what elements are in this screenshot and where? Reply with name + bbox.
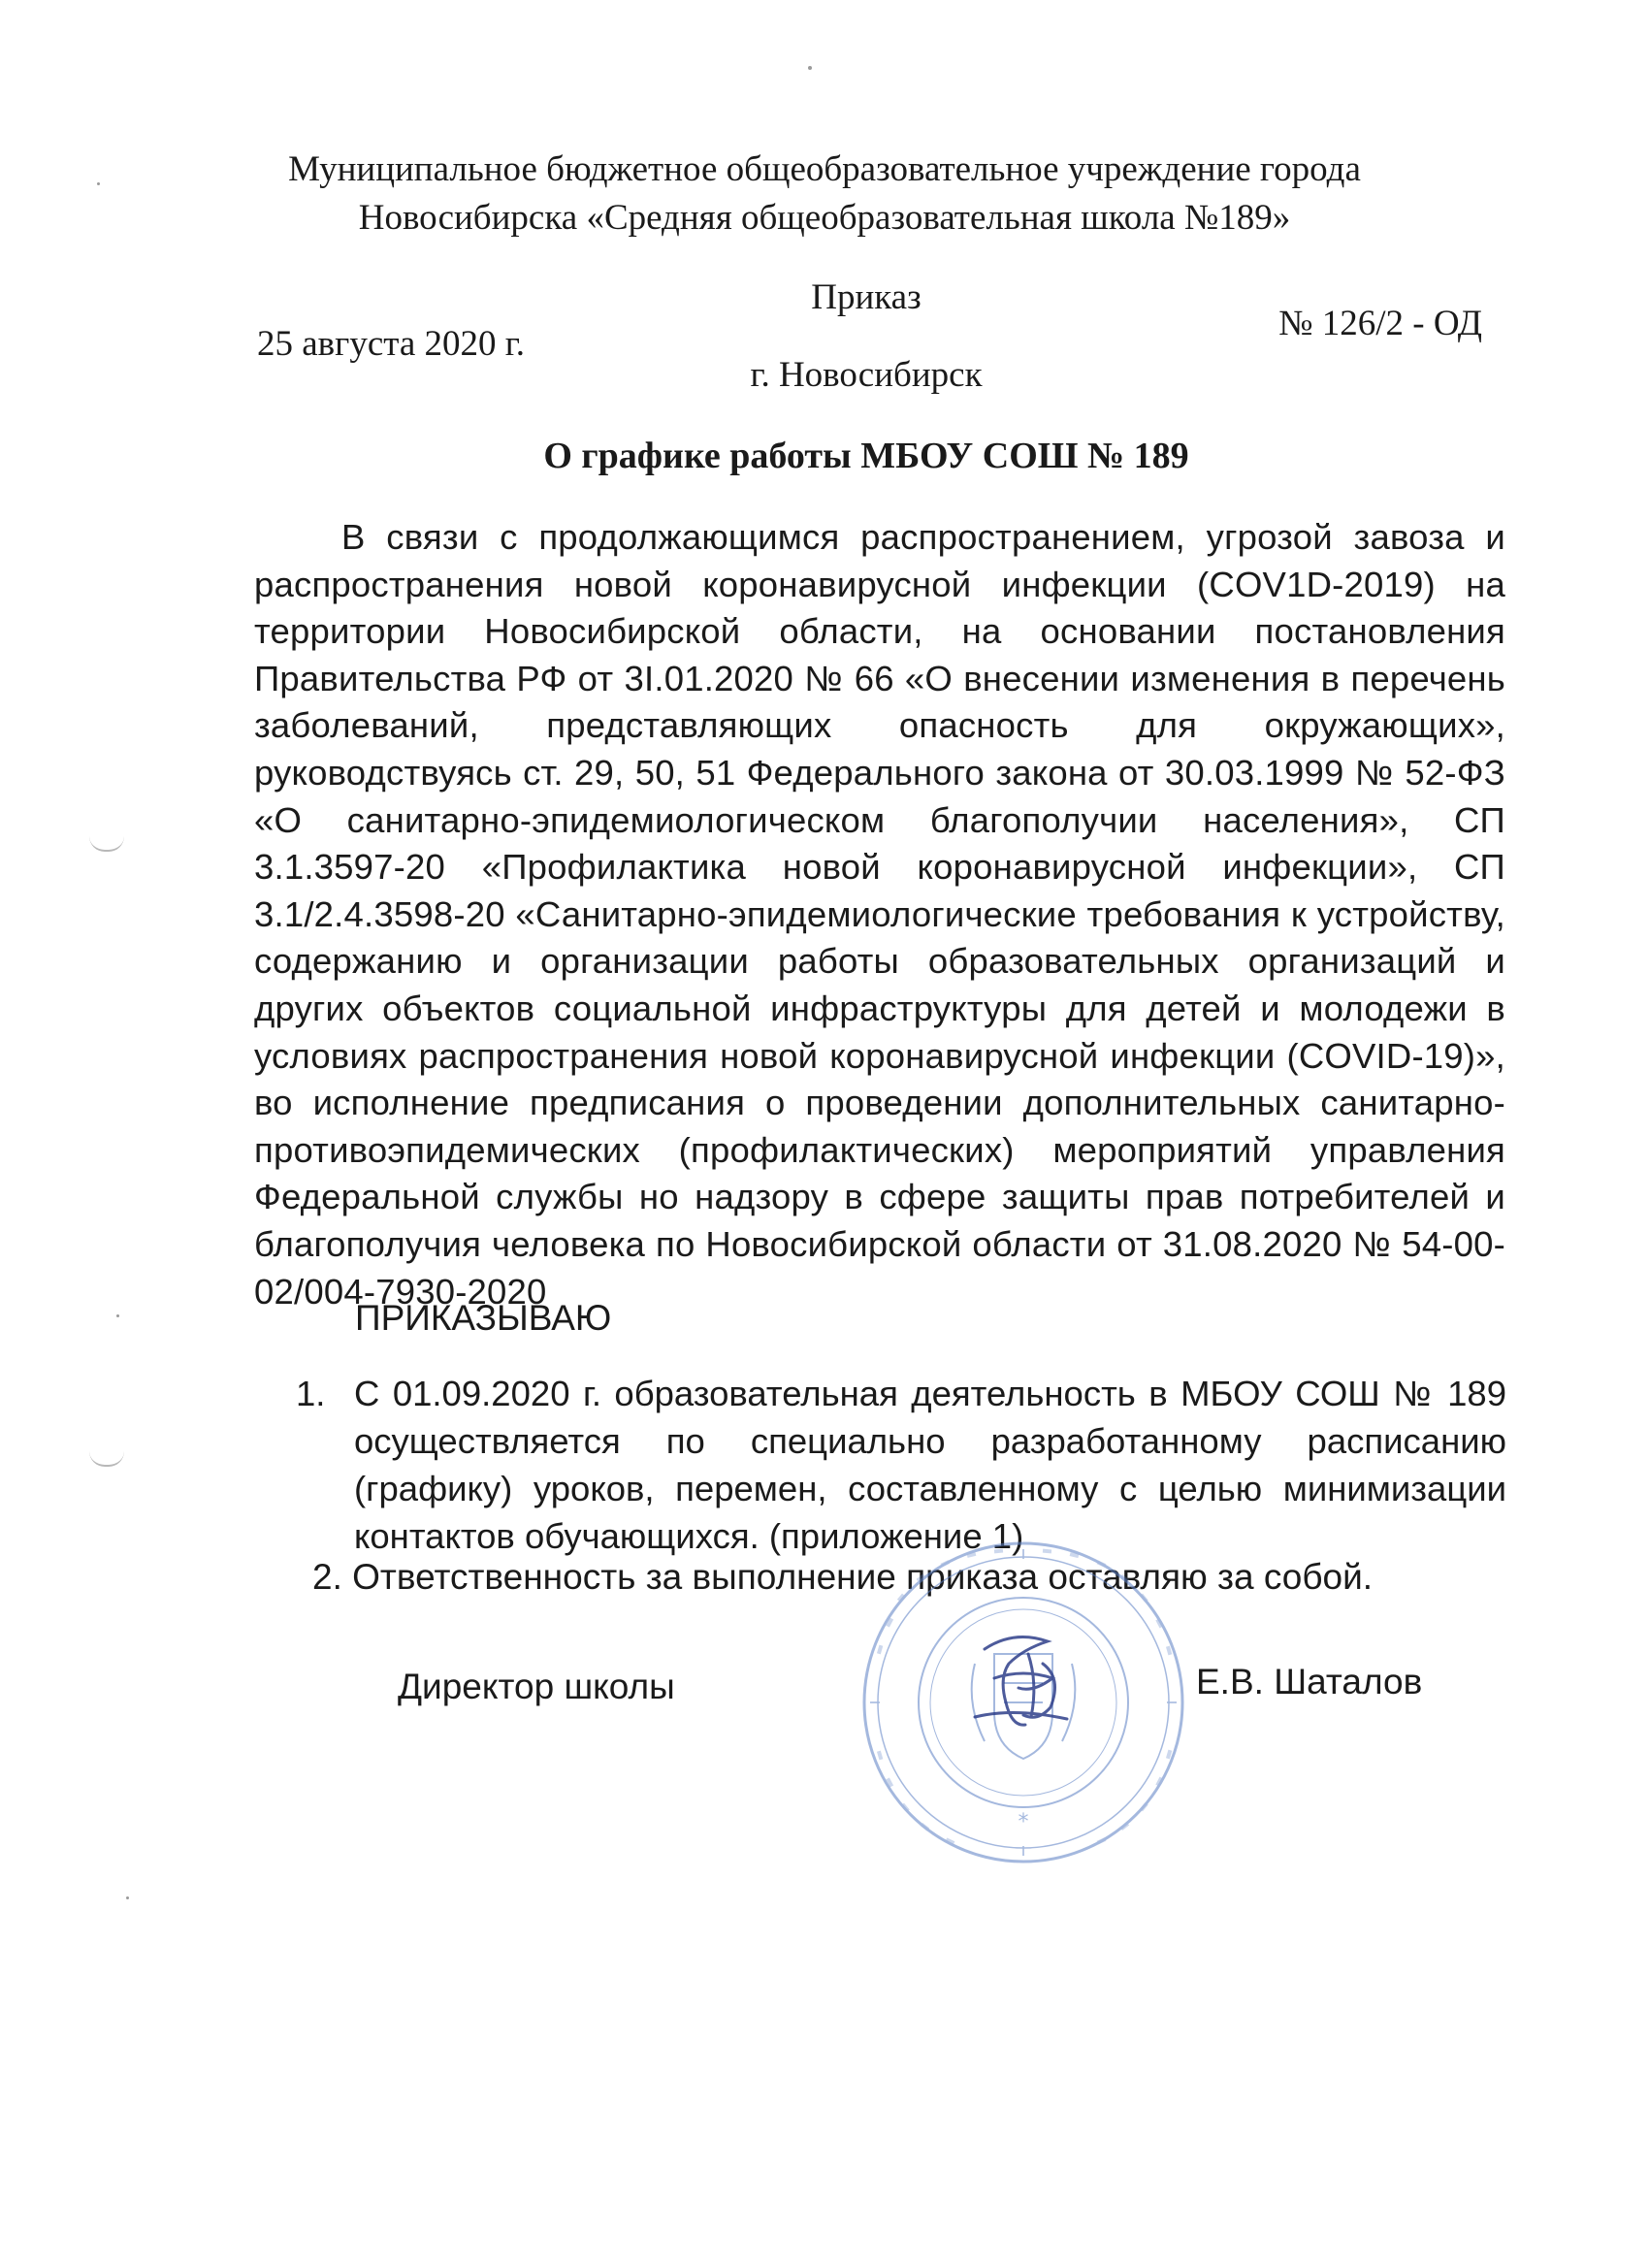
document-number: № 126/2 - ОД <box>1278 304 1482 343</box>
scan-margin-mark <box>89 836 124 852</box>
order-directive: ПРИКАЗЫВАЮ <box>355 1298 612 1338</box>
handwritten-signature <box>955 1610 1091 1746</box>
signer-name: Е.В. Шаталов <box>1196 1662 1423 1701</box>
order-item-number: 2. <box>312 1557 342 1597</box>
document-type: Приказ <box>811 277 922 317</box>
scan-speck <box>97 182 100 185</box>
document-city: г. Новосибирск <box>750 355 983 395</box>
order-item-text: Ответственность за выполнение приказа оставляю за собой. <box>352 1557 1374 1597</box>
preamble-paragraph: В связи с продолжающимся распространением, угрозой завоза и распространения новой коронавирусной инфекции (COV1D-2019) на территории Новосибирской области, на основании постановления Правительства РФ от 3I.01.2020 № 66 «О внесении изменения в перечень заболеваний, представляющих опасность для окружающих», руководствуясь ст. 29, 50, 51 Федерального закона от 30.03.1999 № 52-ФЗ «О санитарно-эпидемиологическом благополучии населения», СП 3.1.3597-20 «Профилактика новой коронавирусной инфекции», СП 3.1/2.4.3598-20 «Санитарно-эпидемиологические требования к устройству, содержанию и организации работы образовательных организаций и других объектов социальной инфраструктуры для детей и молодежи в условиях распространения новой коронавирусной инфекции (COVID-19)», во исполнение предписания о проведении дополнительных санитарно-противоэпидемических (профилактических) мероприятий управления Федеральной службы но надзору в сфере защиты прав потребителей и благополучия человека по Новосибирской области от 31.08.2020 № 54-00-02/004-7930-2020 <box>254 517 1505 1312</box>
document-title: О графике работы МБОУ СОШ № 189 <box>543 436 1189 476</box>
svg-text:*: * <box>1018 1810 1029 1834</box>
scan-speck <box>116 1314 119 1317</box>
order-item <box>296 1370 1506 1560</box>
signer-position: Директор школы <box>398 1667 675 1706</box>
document-date: 25 августа 2020 г. <box>257 324 526 364</box>
scan-margin-mark <box>89 1451 124 1467</box>
scan-speck <box>126 1896 129 1899</box>
order-item-text: С 01.09.2020 г. образовательная деятельность в МБОУ СОШ № 189 осуществляется по специально разработанному расписанию (графику) уроков, перемен, составленному с целью минимизации контактов обучающихся. (приложение 1) <box>354 1374 1506 1556</box>
organization-header <box>242 146 1406 243</box>
organization-line-1: Муниципальное бюджетное общеобразовательное учреждение города <box>288 149 1361 189</box>
order-item-number: 1. <box>296 1374 326 1413</box>
organization-line-2: Новосибирска «Средняя общеобразовательная школа №189» <box>358 198 1291 238</box>
scan-speck <box>808 66 812 70</box>
order-item <box>312 1554 1373 1601</box>
